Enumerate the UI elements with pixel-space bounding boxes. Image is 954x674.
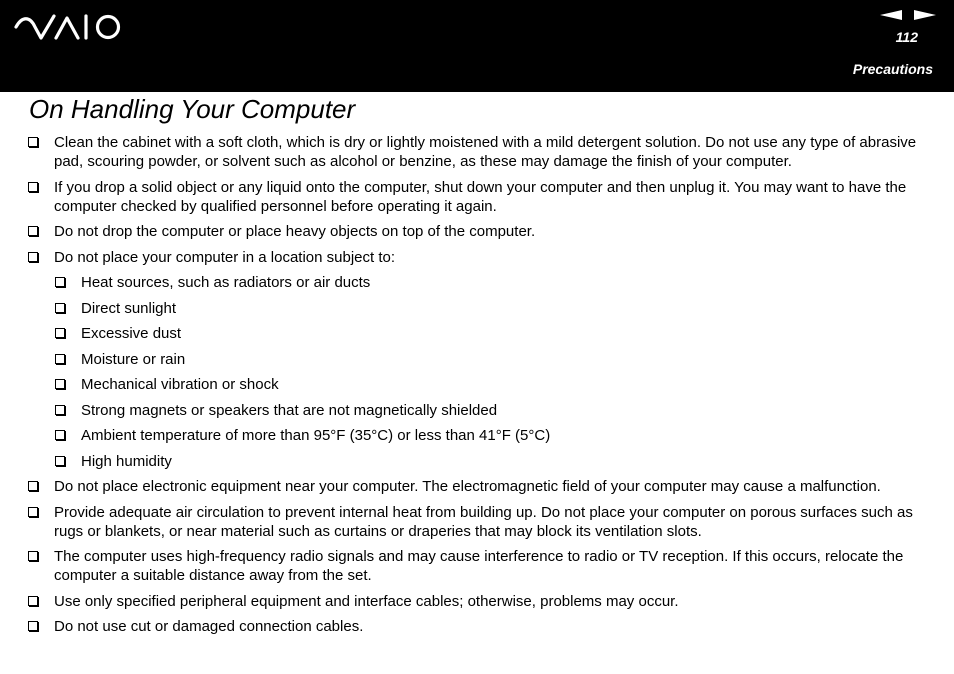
checkbox-bullet-icon	[28, 481, 38, 491]
next-page-icon[interactable]	[914, 8, 936, 22]
list-item-text: Do not place electronic equipment near your computer. The electromagnetic field of your computer may cause a malfunction.	[54, 478, 881, 495]
sub-list-item	[54, 350, 932, 369]
sub-list-item	[54, 299, 932, 318]
list-item	[27, 547, 932, 585]
page-navigation	[880, 8, 936, 22]
list-item-text: High humidity	[81, 452, 172, 470]
list-item	[27, 503, 932, 541]
checkbox-bullet-icon	[55, 405, 65, 415]
list-item	[27, 617, 932, 636]
sub-list-item	[54, 324, 932, 343]
previous-page-icon[interactable]	[880, 8, 902, 22]
sub-list-item	[54, 426, 932, 445]
list-item-text: Strong magnets or speakers that are not magnetically shielded	[81, 401, 498, 419]
checkbox-bullet-icon	[55, 430, 65, 440]
checkbox-bullet-icon	[28, 596, 38, 606]
checkbox-bullet-icon	[55, 303, 65, 313]
list-item	[27, 178, 932, 216]
checkbox-bullet-icon	[28, 137, 38, 147]
page-header	[0, 0, 954, 92]
list-item	[27, 222, 932, 241]
list-item	[27, 133, 932, 171]
checkbox-bullet-icon	[28, 252, 38, 262]
sub-list-item	[54, 401, 932, 420]
sub-list-item	[54, 273, 932, 292]
checkbox-bullet-icon	[28, 507, 38, 517]
list-item-text: Do not use cut or damaged connection cables.	[54, 618, 364, 635]
page-number: 112	[895, 29, 918, 45]
list-item-text: Provide adequate air circulation to prevent internal heat from building up. Do not place your computer on porous surfaces such as rugs or blankets, or near material such as curtains or draperies that may block its ventilation slots.	[54, 503, 913, 540]
list-item-text: Do not drop the computer or place heavy objects on top of the computer.	[54, 223, 536, 240]
checkbox-bullet-icon	[55, 456, 65, 466]
checkbox-bullet-icon	[55, 277, 65, 287]
list-item-text: Use only specified peripheral equipment and interface cables; otherwise, problems may occur.	[54, 592, 679, 610]
list-item-text: Ambient temperature of more than 95°F (35°C) or less than 41°F (5°C)	[81, 427, 551, 444]
page-title: On Handling Your Computer	[29, 94, 356, 124]
list-item-text: If you drop a solid object or any liquid onto the computer, shut down your computer and then unplug it. You may want to have the computer checked by qualified personnel before operating it again.	[54, 178, 907, 215]
checkbox-bullet-icon	[28, 226, 38, 236]
list-item	[27, 477, 932, 496]
list-item-text: The computer uses high-frequency radio signals and may cause interference to radio or TV reception. If this occurs, relocate the computer a suitable distance away from the set.	[54, 548, 904, 584]
vaio-logo	[14, 12, 122, 42]
list-item-text: Moisture or rain	[81, 350, 186, 368]
sub-list-item	[54, 375, 932, 394]
checkbox-bullet-icon	[28, 621, 38, 631]
checkbox-bullet-icon	[28, 551, 38, 561]
checkbox-bullet-icon	[55, 379, 65, 389]
list-item	[27, 248, 932, 267]
section-name: Precautions	[852, 61, 933, 77]
list-item-text: Mechanical vibration or shock	[81, 376, 279, 393]
checkbox-bullet-icon	[55, 328, 65, 338]
precautions-list	[27, 133, 932, 643]
list-item-text: Heat sources, such as radiators or air ducts	[81, 274, 371, 291]
list-item	[27, 592, 932, 611]
list-item-text: Excessive dust	[81, 325, 182, 342]
list-item-text: Do not place your computer in a location subject to:	[54, 248, 396, 266]
checkbox-bullet-icon	[55, 354, 65, 364]
list-item-text: Clean the cabinet with a soft cloth, which is dry or lightly moistened with a mild detergent solution. Do not use any type of abrasive pad, scouring powder, or solvent such as alcohol or benzine, as these may damage the finish of your computer.	[54, 134, 917, 170]
sub-list-item	[54, 452, 932, 471]
checkbox-bullet-icon	[28, 182, 38, 192]
list-item-text: Direct sunlight	[81, 299, 177, 317]
